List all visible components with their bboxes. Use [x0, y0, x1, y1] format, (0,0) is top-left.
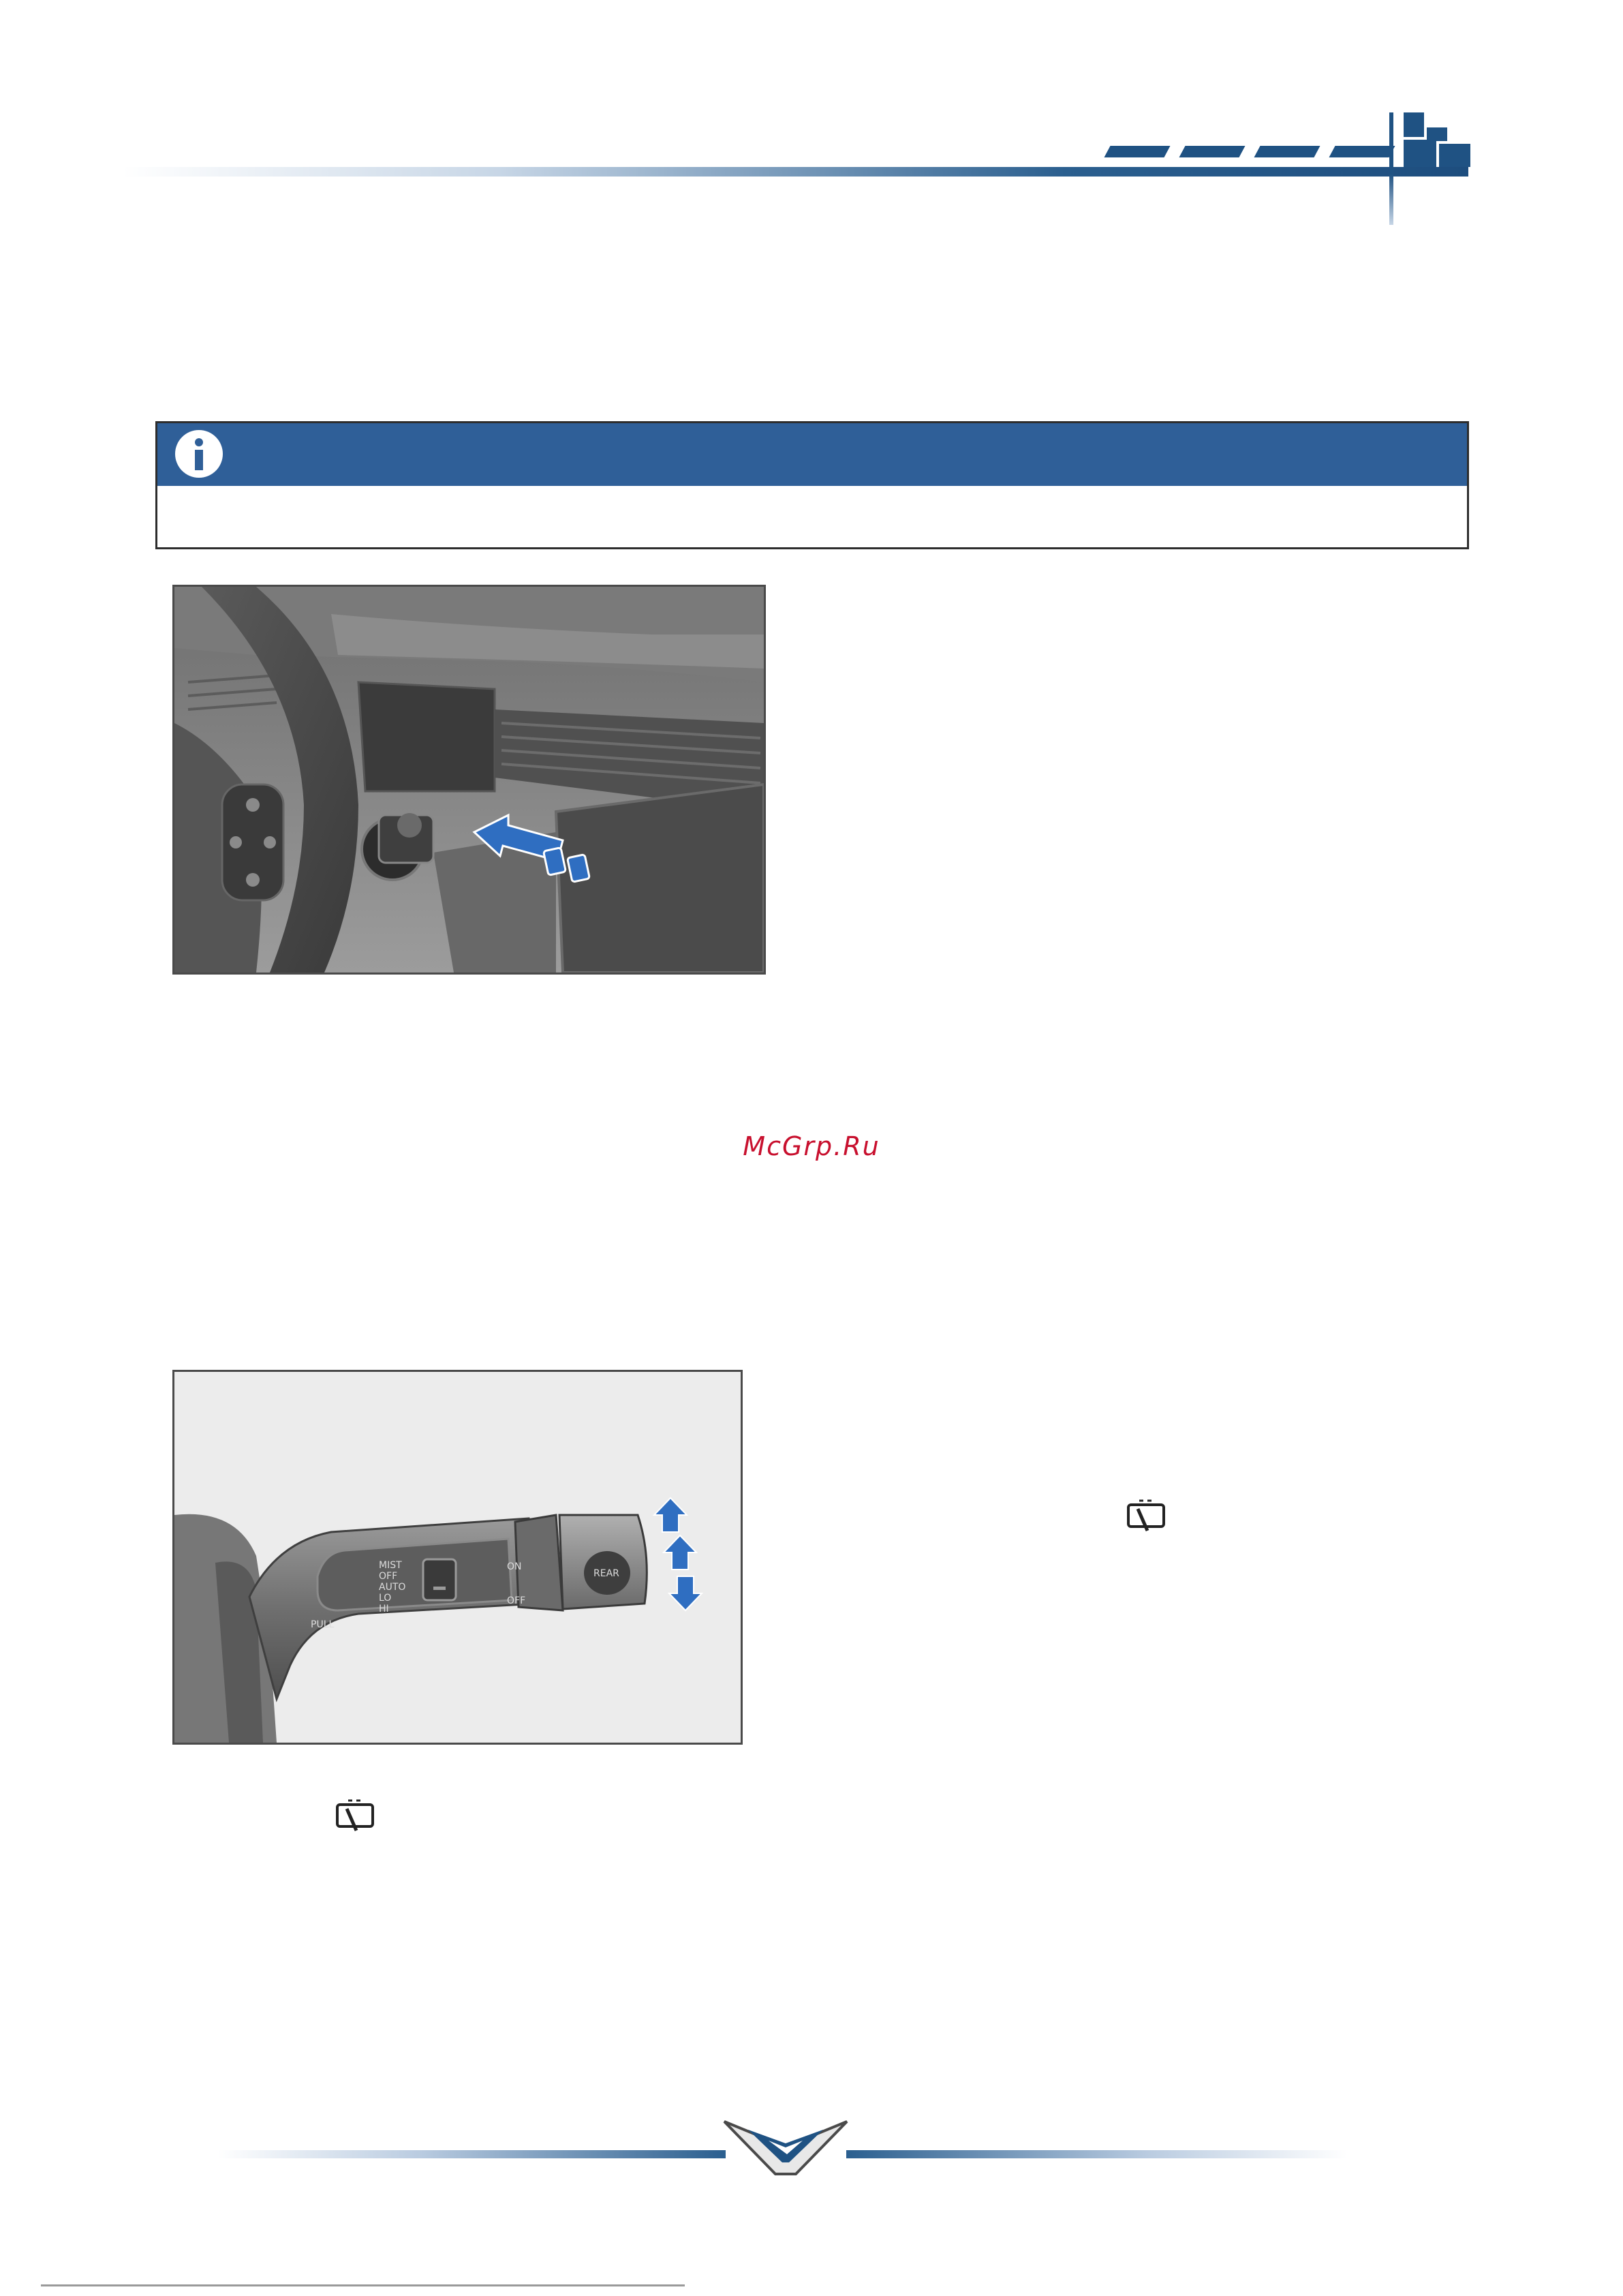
header-dash: [1104, 146, 1170, 157]
watermark: McGrp.Ru: [743, 1131, 880, 1161]
lever-label: OFF: [379, 1571, 398, 1582]
footer-rule-right: [846, 2150, 1347, 2158]
lever-label: PULL: [311, 1619, 335, 1630]
lever-label: REAR: [593, 1568, 619, 1579]
footer-emblem-icon: [721, 2109, 850, 2177]
info-box: [155, 421, 1469, 549]
info-icon: [175, 430, 223, 478]
info-header-band: [157, 423, 1467, 486]
lever-label: AUTO: [379, 1582, 406, 1593]
steering-column-instrument-panel-figure: [172, 585, 766, 975]
lever-label: MIST: [379, 1560, 402, 1571]
header-blocks-icon: [1404, 112, 1472, 167]
header-dash: [1254, 146, 1320, 157]
header-dash: [1179, 146, 1245, 157]
footer-rule-left: [218, 2150, 726, 2158]
lever-label: LO: [379, 1593, 392, 1604]
lever-label: ON: [507, 1561, 522, 1572]
header-dash: [1329, 146, 1395, 157]
page-bottom-rule: [41, 2284, 685, 2286]
header-rule: [123, 167, 1468, 177]
rear-wiper-washer-icon: [1126, 1499, 1168, 1535]
lever-label: OFF: [507, 1595, 526, 1606]
wiper-lever-figure: [172, 1370, 743, 1745]
wiper-lever-illustration: [174, 1372, 741, 1743]
lever-label: HI: [379, 1604, 389, 1614]
dashboard-illustration: [174, 587, 764, 973]
header-vertical-rule: [1389, 112, 1393, 225]
rear-wiper-washer-icon: [335, 1799, 377, 1835]
